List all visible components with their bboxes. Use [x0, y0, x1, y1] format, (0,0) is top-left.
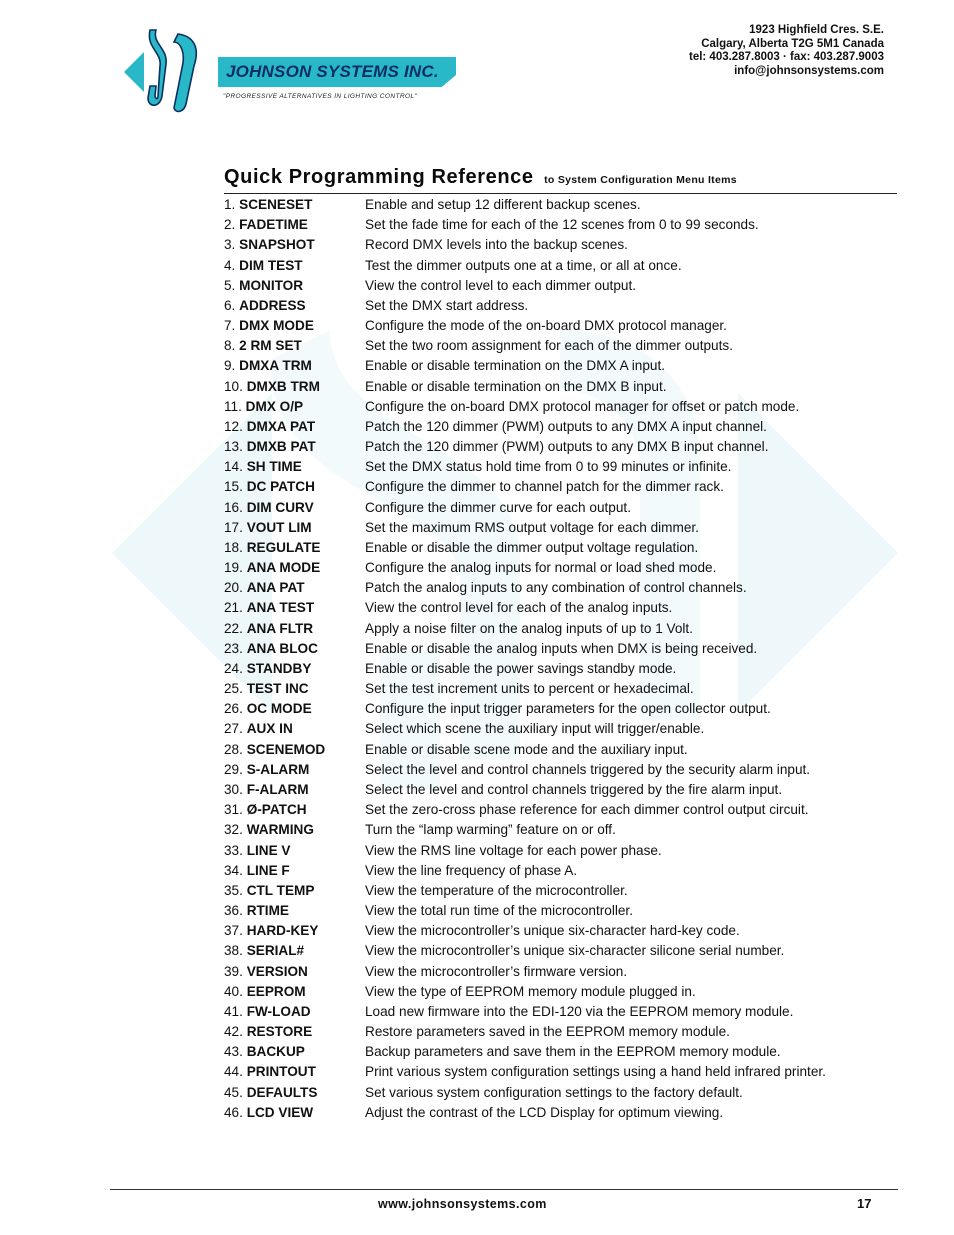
- menu-item-number: 33.: [224, 842, 243, 858]
- menu-item-number: 9.: [224, 358, 236, 374]
- menu-item-row: [224, 397, 800, 417]
- menu-item-row: [224, 215, 759, 235]
- menu-item-row: [224, 437, 769, 457]
- menu-item-number: 10.: [224, 378, 243, 394]
- menu-item-name: MONITOR: [239, 277, 304, 293]
- menu-item-row: [224, 941, 785, 961]
- menu-item-name: SCENESET: [239, 197, 313, 212]
- menu-item-number: 13.: [224, 439, 243, 455]
- menu-item-row: [224, 740, 688, 760]
- menu-item-number: 27.: [224, 721, 243, 737]
- menu-item-number: 16.: [224, 499, 243, 515]
- menu-item-name: ANA MODE: [246, 560, 321, 576]
- menu-item-name: VOUT LIM: [246, 519, 312, 535]
- menu-item-description: Set the zero-cross phase reference for each dimmer control output circuit.: [365, 802, 809, 818]
- menu-item-name: S-ALARM: [246, 761, 310, 777]
- menu-item-name: ANA PAT: [246, 580, 305, 596]
- menu-item-number: 42.: [224, 1024, 243, 1040]
- menu-item-number: 19.: [224, 560, 243, 576]
- menu-item-name: SCENEMOD: [246, 741, 326, 757]
- menu-item-row: [224, 719, 705, 739]
- menu-item-number: 2.: [224, 217, 236, 233]
- menu-item-number: 43.: [224, 1044, 243, 1060]
- menu-item-number: 5.: [224, 277, 236, 293]
- menu-item-description: Enable or disable the analog inputs when DMX is being received.: [365, 640, 758, 656]
- menu-item-description: Patch the analog inputs to any combination of control channels.: [365, 580, 747, 596]
- menu-item-description: View the microcontroller’s unique six-character silicone serial number.: [365, 943, 785, 959]
- menu-item-description: Print various system configuration settings using a hand held infrared printer.: [365, 1064, 826, 1080]
- menu-item-description: Set the DMX start address.: [365, 297, 529, 313]
- menu-item-number: 36.: [224, 903, 243, 919]
- menu-item-number: 29.: [224, 761, 243, 777]
- menu-item-name: ANA TEST: [246, 600, 315, 616]
- menu-item-description: Configure the mode of the on-board DMX protocol manager.: [365, 318, 727, 334]
- menu-item-row: [224, 800, 809, 820]
- menu-item-number: 7.: [224, 318, 236, 334]
- menu-item-description: View the control level for each of the analog inputs.: [365, 600, 673, 616]
- menu-item-number: 26.: [224, 701, 243, 717]
- menu-item-description: Enable or disable the power savings standby mode.: [365, 660, 677, 676]
- menu-item-row: [224, 1062, 826, 1082]
- menu-item-name: RTIME: [246, 903, 289, 919]
- menu-item-description: Set the two room assignment for each of the dimmer outputs.: [365, 338, 733, 354]
- company-tagline: "PROGRESSIVE ALTERNATIVES IN LIGHTING CONTROL": [223, 93, 418, 100]
- menu-item-name: REGULATE: [246, 539, 321, 555]
- menu-item-name: RESTORE: [246, 1024, 313, 1040]
- menu-item-number: 17.: [224, 519, 243, 535]
- menu-item-description: Enable or disable termination on the DMX B input.: [365, 378, 667, 394]
- menu-item-number: 22.: [224, 620, 243, 636]
- menu-item-name: F-ALARM: [246, 781, 309, 797]
- menu-item-description: Configure the analog inputs for normal or load shed mode.: [365, 560, 717, 576]
- menu-item-description: Backup parameters and save them in the EEPROM memory module.: [365, 1044, 781, 1060]
- menu-item-row: [224, 598, 673, 618]
- page-number: 17: [857, 1196, 872, 1211]
- menu-item-row: [224, 296, 529, 316]
- menu-item-name: DC PATCH: [246, 479, 315, 495]
- menu-item-name: SH TIME: [246, 459, 302, 475]
- menu-item-number: 38.: [224, 943, 243, 959]
- title-divider: [224, 193, 897, 194]
- menu-item-description: View the microcontroller’s firmware version.: [365, 963, 628, 979]
- menu-item-row: [224, 417, 767, 437]
- menu-item-row: [224, 982, 696, 1002]
- menu-item-number: 23.: [224, 640, 243, 656]
- menu-item-number: 8.: [224, 338, 236, 354]
- menu-item-number: 21.: [224, 600, 243, 616]
- menu-item-number: 39.: [224, 963, 243, 979]
- menu-item-description: Load new firmware into the EDI-120 via the EEPROM memory module.: [365, 1003, 794, 1019]
- page-subtitle: to System Configuration Menu Items: [544, 174, 737, 186]
- menu-item-number: 45.: [224, 1084, 243, 1100]
- menu-item-description: Configure the dimmer curve for each output.: [365, 499, 631, 515]
- footer-divider: [110, 1189, 898, 1190]
- menu-item-name: ANA BLOC: [246, 640, 318, 656]
- menu-item-description: Record DMX levels into the backup scenes.: [365, 237, 628, 253]
- menu-item-name: EEPROM: [246, 983, 306, 999]
- menu-item-row: [224, 679, 694, 699]
- menu-item-number: 32.: [224, 822, 243, 838]
- menu-item-row: [224, 377, 667, 397]
- menu-item-row: [224, 962, 628, 982]
- menu-item-description: Patch the 120 dimmer (PWM) outputs to any DMX A input channel.: [365, 418, 767, 434]
- menu-item-row: [224, 881, 628, 901]
- menu-item-description: Set the DMX status hold time from 0 to 99 minutes or infinite.: [365, 459, 732, 475]
- menu-item-number: 41.: [224, 1003, 243, 1019]
- menu-item-row: [224, 901, 633, 921]
- menu-item-number: 6.: [224, 297, 236, 313]
- menu-item-name: VERSION: [246, 963, 308, 979]
- menu-item-description: View the temperature of the microcontroller.: [365, 882, 628, 898]
- menu-item-number: 11.: [224, 398, 242, 414]
- menu-item-description: Apply a noise filter on the analog inputs of up to 1 Volt.: [365, 620, 693, 636]
- menu-item-name: PRINTOUT: [246, 1064, 316, 1080]
- menu-item-row: [224, 1002, 794, 1022]
- menu-item-number: 28.: [224, 741, 243, 757]
- menu-item-name: DMX O/P: [245, 398, 304, 414]
- menu-item-number: 46.: [224, 1104, 243, 1120]
- menu-item-number: 18.: [224, 539, 243, 555]
- menu-item-number: 34.: [224, 862, 243, 878]
- menu-item-description: Enable or disable scene mode and the auxiliary input.: [365, 741, 688, 757]
- menu-item-description: Enable and setup 12 different backup scenes.: [365, 197, 641, 212]
- menu-item-name: HARD-KEY: [246, 923, 319, 939]
- menu-item-number: 24.: [224, 660, 243, 676]
- menu-item-description: Set the fade time for each of the 12 scenes from 0 to 99 seconds.: [365, 217, 759, 233]
- menu-item-row: [224, 1083, 743, 1103]
- address-line: 1923 Highfield Cres. S.E.: [749, 24, 884, 36]
- menu-item-description: Turn the “lamp warming” feature on or off.: [365, 822, 616, 838]
- menu-item-row: [224, 861, 578, 881]
- menu-item-description: Configure the dimmer to channel patch for the dimmer rack.: [365, 479, 724, 495]
- address-line: Calgary, Alberta T2G 5M1 Canada: [701, 37, 884, 50]
- menu-item-number: 37.: [224, 923, 243, 939]
- menu-item-description: View the RMS line voltage for each power phase.: [365, 842, 662, 858]
- menu-item-row: [224, 538, 699, 558]
- menu-item-name: ADDRESS: [239, 297, 306, 313]
- menu-item-name: CTL TEMP: [246, 882, 315, 898]
- menu-item-description: Select which scene the auxiliary input will trigger/enable.: [365, 721, 705, 737]
- menu-item-name: DEFAULTS: [246, 1084, 318, 1100]
- page-title: Quick Programming Reference: [224, 166, 534, 188]
- menu-item-name: DMX MODE: [239, 318, 314, 334]
- js-logo-mark-icon: [122, 26, 218, 118]
- menu-item-name: FADETIME: [239, 217, 308, 233]
- menu-item-row: [224, 1103, 724, 1123]
- footer-website-url: www.johnsonsystems.com: [378, 1197, 547, 1211]
- page-heading: [224, 166, 880, 189]
- menu-item-row: [224, 921, 740, 941]
- menu-item-row: [224, 256, 682, 276]
- menu-item-name: DMXA PAT: [246, 418, 316, 434]
- menu-item-number: 20.: [224, 580, 243, 596]
- menu-item-name: LINE V: [246, 842, 291, 858]
- menu-item-description: Adjust the contrast of the LCD Display for optimum viewing.: [365, 1104, 724, 1120]
- menu-item-row: [224, 578, 747, 598]
- menu-item-description: Restore parameters saved in the EEPROM memory module.: [365, 1024, 730, 1040]
- menu-item-name: SNAPSHOT: [239, 237, 315, 253]
- menu-item-name: DMXB PAT: [246, 439, 316, 455]
- menu-item-list: [224, 195, 826, 1123]
- company-address-block: [689, 24, 884, 78]
- menu-item-row: [224, 276, 637, 296]
- menu-item-name: OC MODE: [246, 701, 312, 717]
- menu-item-row: [224, 760, 811, 780]
- menu-item-number: 4.: [224, 257, 236, 273]
- menu-item-row: [224, 498, 631, 518]
- menu-item-description: Configure the on-board DMX protocol manager for offset or patch mode.: [365, 398, 800, 414]
- menu-item-number: 35.: [224, 882, 243, 898]
- menu-item-name: AUX IN: [246, 721, 293, 737]
- menu-item-description: Patch the 120 dimmer (PWM) outputs to any DMX B input channel.: [365, 439, 769, 455]
- menu-item-name: DIM TEST: [239, 257, 303, 273]
- menu-item-number: 40.: [224, 983, 243, 999]
- menu-item-row: [224, 336, 733, 356]
- menu-item-number: 25.: [224, 681, 243, 697]
- menu-item-name: Ø-PATCH: [246, 802, 307, 818]
- menu-item-name: 2 RM SET: [239, 338, 302, 354]
- menu-item-description: Set various system configuration settings to the factory default.: [365, 1084, 743, 1100]
- menu-item-row: [224, 477, 724, 497]
- menu-item-description: Set the maximum RMS output voltage for each dimmer.: [365, 519, 699, 535]
- menu-item-description: Select the level and control channels triggered by the security alarm input.: [365, 761, 811, 777]
- menu-item-row: [224, 457, 732, 477]
- menu-item-number: 1.: [224, 197, 236, 212]
- menu-item-number: 12.: [224, 418, 243, 434]
- menu-item-name: STANDBY: [246, 660, 312, 676]
- menu-item-row: [224, 619, 693, 639]
- menu-item-number: 44.: [224, 1064, 243, 1080]
- menu-item-name: ANA FLTR: [246, 620, 314, 636]
- menu-item-name: TEST INC: [246, 681, 309, 697]
- menu-item-name: DMXA TRM: [239, 358, 312, 374]
- menu-item-row: [224, 780, 783, 800]
- address-email: info@johnsonsystems.com: [734, 64, 884, 77]
- menu-item-name: FW-LOAD: [246, 1003, 311, 1019]
- menu-item-row: [224, 195, 641, 215]
- address-phone-fax: tel: 403.287.8003 · fax: 403.287.9003: [688, 51, 884, 63]
- menu-item-description: View the total run time of the microcontroller.: [365, 903, 633, 919]
- menu-item-number: 3.: [224, 237, 236, 253]
- menu-item-description: View the microcontroller’s unique six-character hard-key code.: [365, 923, 740, 939]
- menu-item-number: 14.: [224, 459, 243, 475]
- menu-item-name: LINE F: [246, 862, 290, 878]
- menu-item-description: View the control level to each dimmer output.: [365, 277, 637, 293]
- company-name: JOHNSON SYSTEMS INC.: [226, 62, 439, 81]
- menu-item-name: BACKUP: [246, 1044, 305, 1060]
- menu-item-row: [224, 558, 717, 578]
- menu-item-description: Select the level and control channels triggered by the fire alarm input.: [365, 781, 783, 797]
- menu-item-row: [224, 356, 665, 376]
- menu-item-description: View the type of EEPROM memory module plugged in.: [365, 983, 696, 999]
- menu-item-row: [224, 316, 727, 336]
- menu-item-description: Test the dimmer outputs one at a time, or all at once.: [365, 257, 682, 273]
- company-logo: [122, 26, 462, 118]
- menu-item-row: [224, 1042, 781, 1062]
- menu-item-number: 30.: [224, 781, 243, 797]
- menu-item-name: WARMING: [246, 822, 314, 838]
- menu-item-description: Enable or disable termination on the DMX A input.: [365, 358, 665, 374]
- menu-item-number: 31.: [224, 802, 243, 818]
- menu-item-description: Enable or disable the dimmer output voltage regulation.: [365, 539, 699, 555]
- menu-item-row: [224, 1022, 730, 1042]
- menu-item-description: View the line frequency of phase A.: [365, 862, 578, 878]
- menu-item-row: [224, 235, 628, 255]
- menu-item-description: Set the test increment units to percent or hexadecimal.: [365, 681, 694, 697]
- menu-item-name: LCD VIEW: [246, 1104, 314, 1120]
- menu-item-row: [224, 699, 771, 719]
- menu-item-row: [224, 841, 662, 861]
- menu-item-description: Configure the input trigger parameters for the open collector output.: [365, 701, 771, 717]
- menu-item-row: [224, 820, 616, 840]
- menu-item-row: [224, 659, 677, 679]
- menu-item-row: [224, 639, 758, 659]
- menu-item-name: SERIAL#: [246, 943, 305, 959]
- menu-item-name: DMXB TRM: [246, 378, 320, 394]
- menu-item-number: 15.: [224, 479, 243, 495]
- menu-item-row: [224, 518, 699, 538]
- menu-item-name: DIM CURV: [246, 499, 314, 515]
